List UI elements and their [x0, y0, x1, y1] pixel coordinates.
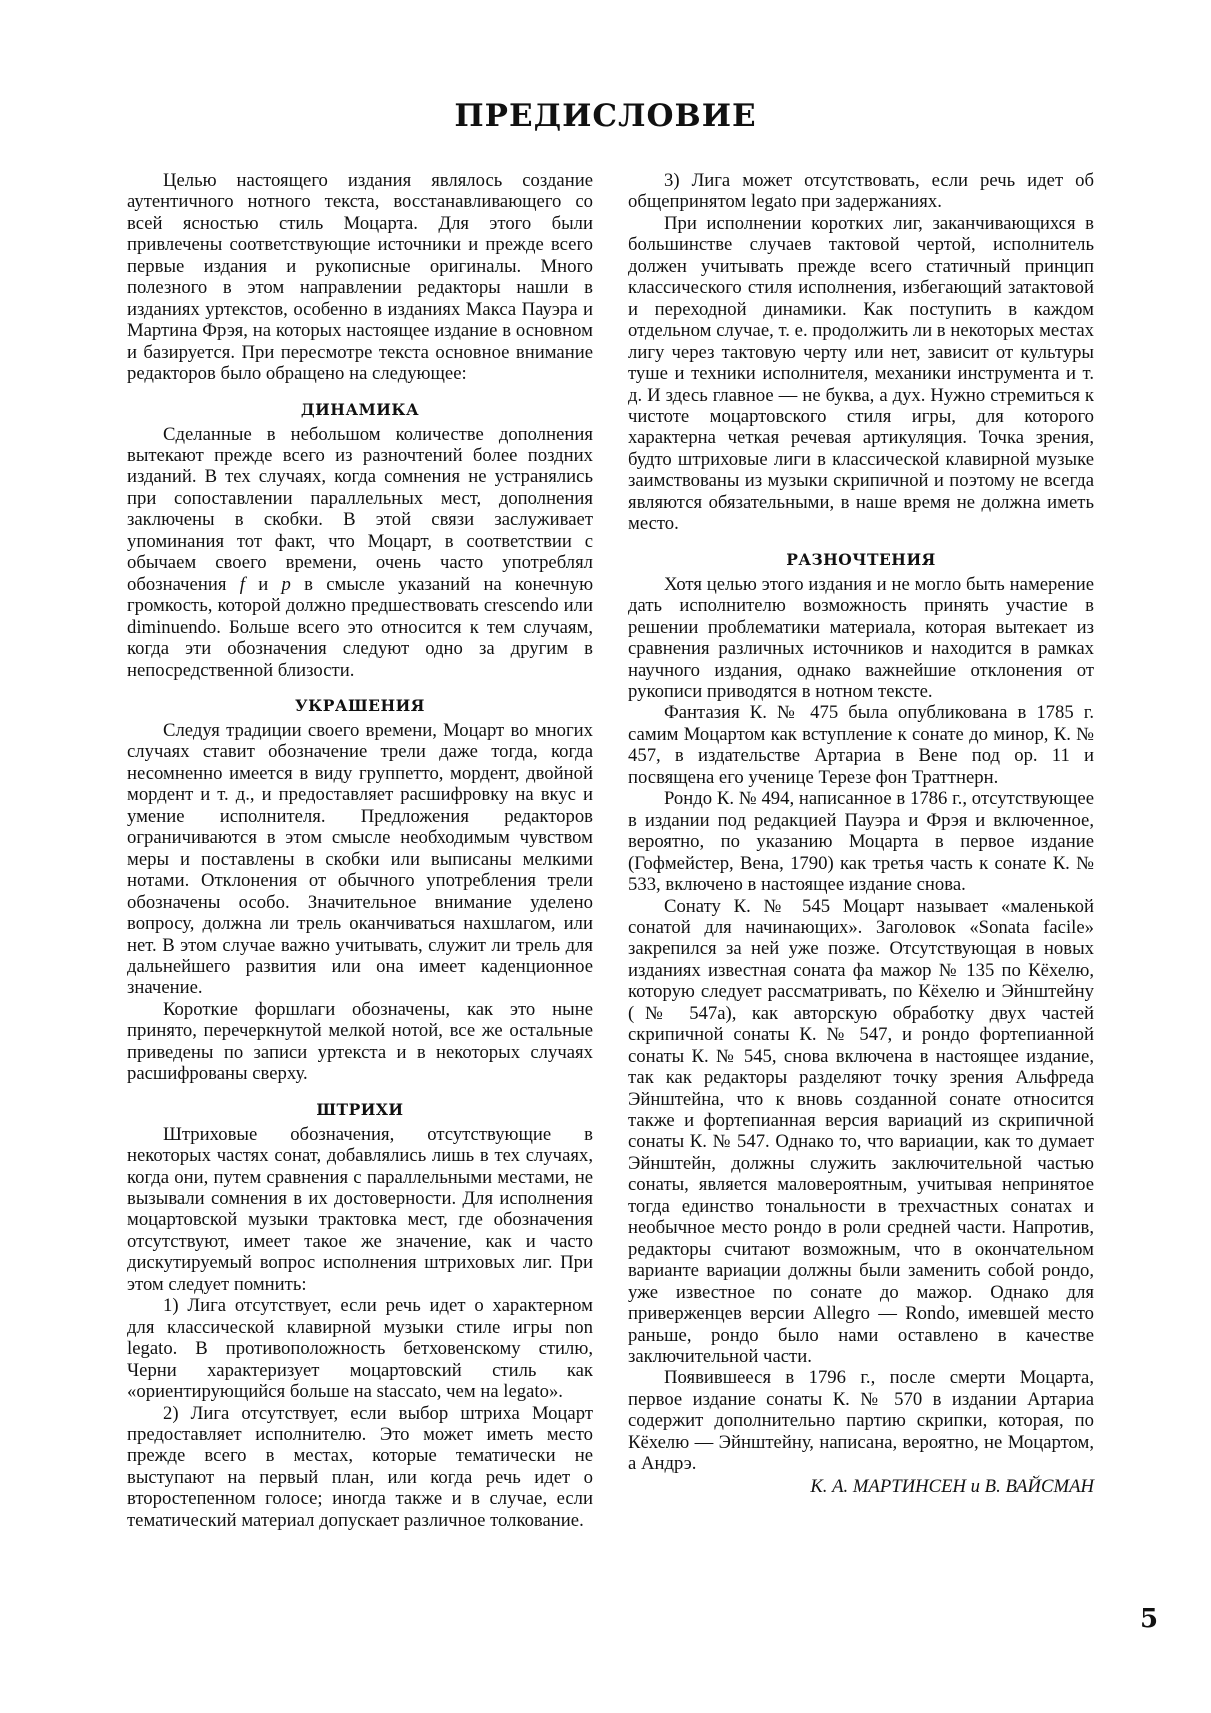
forte-symbol: f: [239, 573, 245, 595]
page-number: 5: [1140, 1604, 1159, 1634]
section-heading-strokes: ШТРИХИ: [316, 1099, 404, 1119]
strokes-paragraph-5: При исполнении коротких лиг, заканчивающихся в большинстве случаев тактовой чертой, исполнитель должен учитывать прежде всего статичный принцип классического стиля исполнения, избегающий затактовой и переходной динамики. Как поступить в каждом отдельном случае, т. е. продолжить ли в некоторых местах лигу через тактовую черту или нет, зависит от культуры туше и техники исполнителя, механики инструмента и т. д. И здесь главное — не буква, а дух. Нужно стремиться к чистоте моцартовского стиля игры, для которого характерна четкая речевая артикуляция. Точка зрения, будто штриховые лиги в классической клавирной музыке заимствованы из музыки скрипичной и поэтому не всегда являются обязательными, в наше время не должна иметь место.: [628, 212, 1094, 535]
right-column: [628, 170, 1094, 1497]
ornaments-paragraph-2: Короткие форшлаги обозначены, как это ныне принято, перечеркнутой мелкой нотой, все же остальные приведены по записи уртекста и в некоторых случаях расшифрованы сверху.: [127, 998, 593, 1085]
intro-paragraph: Целью настоящего издания являлось создание аутентичного нотного текста, восстанавливающего со всей ясностью стиль Моцарта. Для этого были привлечены соответствующие источники и прежде всего первые издания и рукописные оригиналы. Много полезного в этом направлении редакторы нашли в изданиях уртекстов, особенно в изданиях Макса Пауэра и Мартина Фрэя, на которых настоящее издание в основном и базируется. При пересмотре текста основное внимание редакторов было обращено на следующее:: [127, 170, 593, 385]
dynamics-and: и: [258, 573, 269, 595]
page-title: ПРЕДИСЛОВИЕ: [454, 98, 757, 134]
variants-paragraph-5: Появившееся в 1796 г., после смерти Моцарта, первое издание сонаты К. № 570 в издании Артариа содержит дополнительно партию скрипки, которая, по Кёхелю — Эйнштейну, написана, вероятно, не Моцартом, а Андрэ.: [628, 1367, 1094, 1475]
variants-paragraph-2: Фантазия К. № 475 была опубликована в 1785 г. самим Моцартом как вступление к сонате до минор, К. № 457, в издательстве Артариа в Вене под ор. 11 и посвящена его ученице Терезе фон Траттнерн.: [628, 702, 1094, 788]
ornaments-paragraph-1: Следуя традиции своего времени, Моцарт во многих случаях ставит обозначение трели даже тогда, когда несомненно имеется в виду группетто, мордент, двойной мордент и т. д., и предоставляет расшифровку на вкус и умение исполнителя. Предложения редакторов ограничиваются в этом смысле необходимым чувством меры и поставлены в скобки или выписаны мелкими нотами. Отклонения от обычного употребления трели обозначены особо. Значительное внимание уделено вопросу, должна ли трель оканчиваться нахшлагом, или нет. В этом случае важно учитывать, служит ли трель для дальнейшего развития или она имеет каденционное значение.: [127, 719, 593, 999]
section-heading-ornaments: УКРАШЕНИЯ: [295, 695, 425, 715]
dynamics-text-a: Сделанные в небольшом количестве дополнения вытекают прежде всего из разночтений более поздних изданий. В тех случаях, когда сомнения не устранялись при сопоставлении параллельных мест, дополнения заключены в скобки. В этой связи заслуживает упоминания тот факт, что Моцарт, в соответствии с обычаем своего времени, очень часто употреблял обозначения: [127, 423, 593, 595]
section-heading-variants: РАЗНОЧТЕНИЯ: [786, 549, 936, 569]
strokes-paragraph-4: 3) Лига может отсутствовать, если речь идет об общепринятом legato при задержаниях.: [628, 170, 1094, 213]
signature: К. А. МАРТИНСЕН и В. ВАЙСМАН: [810, 1475, 1094, 1497]
section-heading-dynamics: ДИНАМИКА: [300, 399, 420, 419]
dynamics-paragraph: [127, 424, 593, 681]
variants-paragraph-4: Сонату К. № 545 Моцарт называет «маленькой сонатой для начинающих». Заголовок «Sonata facile» закрепился за ней уже позже. Отсутствующая в новых изданиях известная соната фа мажор № 135 по Кёхелю, которую следует рассматривать, по Кёхелю и Эйнштейну (№ 547а), как авторскую обработку двух частей скрипичной сонаты К. № 547, и рондо фортепианной сонаты К. № 545, снова включена в настоящее издание, так как редакторы разделяют точку зрения Альфреда Эйнштейна, что к вновь созданной сонате относится также и фортепианная версия вариаций из скрипичной сонаты К. № 547. Однако то, что вариации, как то думает Эйнштейн, должны служить заключительной частью сонаты, является маловероятным, учитывая непринятое тогда единство тональности в трехчастных сонатах и необычное место рондо в роли средней части. Напротив, редакторы считают возможным, что в окончательном варианте вариации должны были заменить собой рондо, уже известное по сонате до мажор. Однако для приверженцев версии Allegro — Rondo, имевшей место раньше, рондо было нами оставлено в качестве заключительной части.: [628, 895, 1094, 1368]
variants-paragraph-1: Хотя целью этого издания и не могло быть намерение дать исполнителю возможность принять участие в решении проблематики материала, которая вытекает из сравнения различных источников и находится в рамках научного издания, однако важнейшие отклонения от рукописи приводятся в нотном тексте.: [628, 573, 1094, 702]
strokes-paragraph-3: 2) Лига отсутствует, если выбор штриха Моцарт предоставляет исполнителю. Это может иметь место прежде всего в местах, которые тематически не выступают на первый план, или когда речь идет о второстепенном голосе; иногда также и в случае, если тематический материал допускает различное толкование.: [127, 1402, 593, 1531]
piano-symbol: p: [281, 573, 291, 595]
variants-paragraph-3: Рондо К. № 494, написанное в 1786 г., отсутствующее в издании под редакцией Пауэра и Фрэя и включенное, вероятно, по указанию Моцарта в первое издание (Гофмейстер, Вена, 1790) как третья часть к сонате К. № 533, включено в настоящее издание снова.: [628, 788, 1094, 896]
strokes-paragraph-1: Штриховые обозначения, отсутствующие в некоторых частях сонат, добавлялись лишь в тех случаях, когда они, путем сравнения с параллельными местами, не вызывали сомнения в их достоверности. Для исполнения моцартовской музыки трактовка мест, где обозначения отсутствуют, имеет такое же значение, как и часто дискутируемый вопрос исполнения штриховых лиг. При этом следует помнить:: [127, 1123, 593, 1295]
strokes-paragraph-2: 1) Лига отсутствует, если речь идет о характерном для классической клавирной музыки стиле игры non legato. В противоположность бетховенскому стилю, Черни характеризует моцартовский стиль как «ориентирующийся больше на staccato, чем на legato».: [127, 1295, 593, 1403]
left-column: [127, 170, 593, 1531]
dynamics-text-b: в смысле указаний на конечную громкость, которой должно предшествовать crescendo или diminuendo. Больше всего это относится к тем случаям, когда эти обозначения следуют одно за другим в непосредственной близости.: [127, 573, 594, 681]
